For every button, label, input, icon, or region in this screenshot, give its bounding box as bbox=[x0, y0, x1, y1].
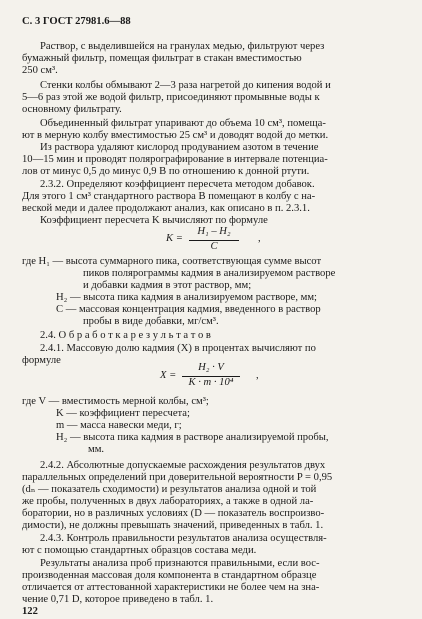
definition-line: H₂ — высота пика кадмия в растворе анализируемой пробы, bbox=[56, 432, 329, 443]
text-line: Стенки колбы обмывают 2—3 раза нагретой до кипения водой и bbox=[40, 80, 331, 91]
text-line: Для этого 1 см³ стандартного раствора В помещают в колбу с на- bbox=[22, 191, 316, 202]
text-line: (dₙ — показатель сходимости) и результатов анализа одной и той bbox=[22, 484, 317, 495]
text-line: формуле bbox=[22, 355, 61, 366]
text-line: чение 0,71 D, которое приведено в табл. 1. bbox=[22, 594, 214, 605]
formula-k-lhs: K = bbox=[166, 233, 183, 244]
text-line: Из раствора удаляют кислород продуванием азотом в течение bbox=[40, 142, 319, 153]
text-line: ют с помощью стандартных образцов состава меди. bbox=[22, 545, 257, 556]
text-line: веской меди и далее продолжают анализ, как описано в п. 2.3.1. bbox=[22, 203, 310, 214]
text-line: Коэффициент пересчета K вычисляют по формуле bbox=[40, 215, 268, 226]
section-heading: 2.4. О б р а б о т к а р е з у л ь т а т о в bbox=[40, 330, 211, 341]
text-line: 2.4.1. Массовую долю кадмия (X) в процентах вычисляют по bbox=[40, 343, 316, 354]
text-line: параллельных определений при доверительной вероятности P = 0,95 bbox=[22, 472, 333, 483]
definition-line: где V — вместимость мерной колбы, см³; bbox=[22, 396, 209, 407]
formula-k-tail: , bbox=[258, 233, 261, 244]
text-line: 250 см³. bbox=[22, 65, 58, 76]
formula-x-denominator: K · m · 10⁴ bbox=[188, 377, 234, 388]
formula-x-tail: , bbox=[256, 370, 259, 381]
text-line: ют в мерную колбу вместимостью 25 см³ и доводят водой до метки. bbox=[22, 130, 329, 141]
text-line: 2.4.2. Абсолютные допускаемые расхождения результатов двух bbox=[40, 460, 326, 471]
text-line: боратории, но в различных условиях (D — показатель воспроизво- bbox=[22, 508, 325, 519]
definition-line: K — коэффициент пересчета; bbox=[56, 408, 190, 419]
page-number: 122 bbox=[22, 606, 38, 617]
text-line: 5—6 раз этой же водой фильтр, присоединяют промывные воды к bbox=[22, 92, 320, 103]
text-line: же пробы, полученных в двух лабораториях, а также в одной ла- bbox=[22, 496, 314, 507]
text-line: отличается от аттестованной характеристики не более чем на зна- bbox=[22, 582, 320, 593]
text-line: 2.4.3. Контроль правильности результатов анализа осуществля- bbox=[40, 533, 327, 544]
definition-line: где H₁ — высота суммарного пика, соответствующая сумме высот bbox=[22, 256, 322, 267]
text-line: 10—15 мин и проводят полярографирование в интервале потенциа- bbox=[22, 154, 328, 165]
definition-line: и добавки кадмия в этот раствор, мм; bbox=[83, 280, 252, 291]
definition-line: C — массовая концентрация кадмия, введенного в раствор bbox=[56, 304, 321, 315]
text-line: димости), не должны превышать значений, приведенных в табл. 1. bbox=[22, 520, 324, 531]
definition-line: мм. bbox=[88, 444, 105, 455]
definition-line: m — масса навески меди, г; bbox=[56, 420, 182, 431]
page-header: С. 3 ГОСТ 27981.6—88 bbox=[22, 16, 131, 27]
text-line: Раствор, с выделившейся на гранулах медью, фильтруют через bbox=[40, 41, 325, 52]
text-line: лов от минус 0,5 до минус 0,9 В по отношению к донной ртути. bbox=[22, 166, 310, 177]
definition-line: пиков полярограммы кадмия в анализируемом растворе bbox=[83, 268, 336, 279]
formula-x-lhs: X = bbox=[160, 370, 177, 381]
definition-line: H₂ — высота пика кадмия в анализируемом растворе, мм; bbox=[56, 292, 317, 303]
text-line: Объединенный фильтрат упаривают до объема 10 см³, помеща- bbox=[40, 118, 326, 129]
text-line: бумажный фильтр, помещая фильтрат в стакан вместимостью bbox=[22, 53, 302, 64]
definition-line: пробы в виде добавки, мг/см³. bbox=[83, 316, 219, 327]
formula-x-numerator: H₂ · V bbox=[198, 362, 224, 373]
text-line: 2.3.2. Определяют коэффициент пересчета методом добавок. bbox=[40, 179, 315, 190]
text-line: производенная массовая доля компонента в стандартном образце bbox=[22, 570, 317, 581]
formula-k-denominator: C bbox=[210, 241, 218, 252]
formula-k-numerator: H₁ – H₂ bbox=[197, 226, 231, 237]
text-line: Результаты анализа проб признаются правильными, если вос- bbox=[40, 558, 320, 569]
text-line: основному фильтрату. bbox=[22, 104, 122, 115]
